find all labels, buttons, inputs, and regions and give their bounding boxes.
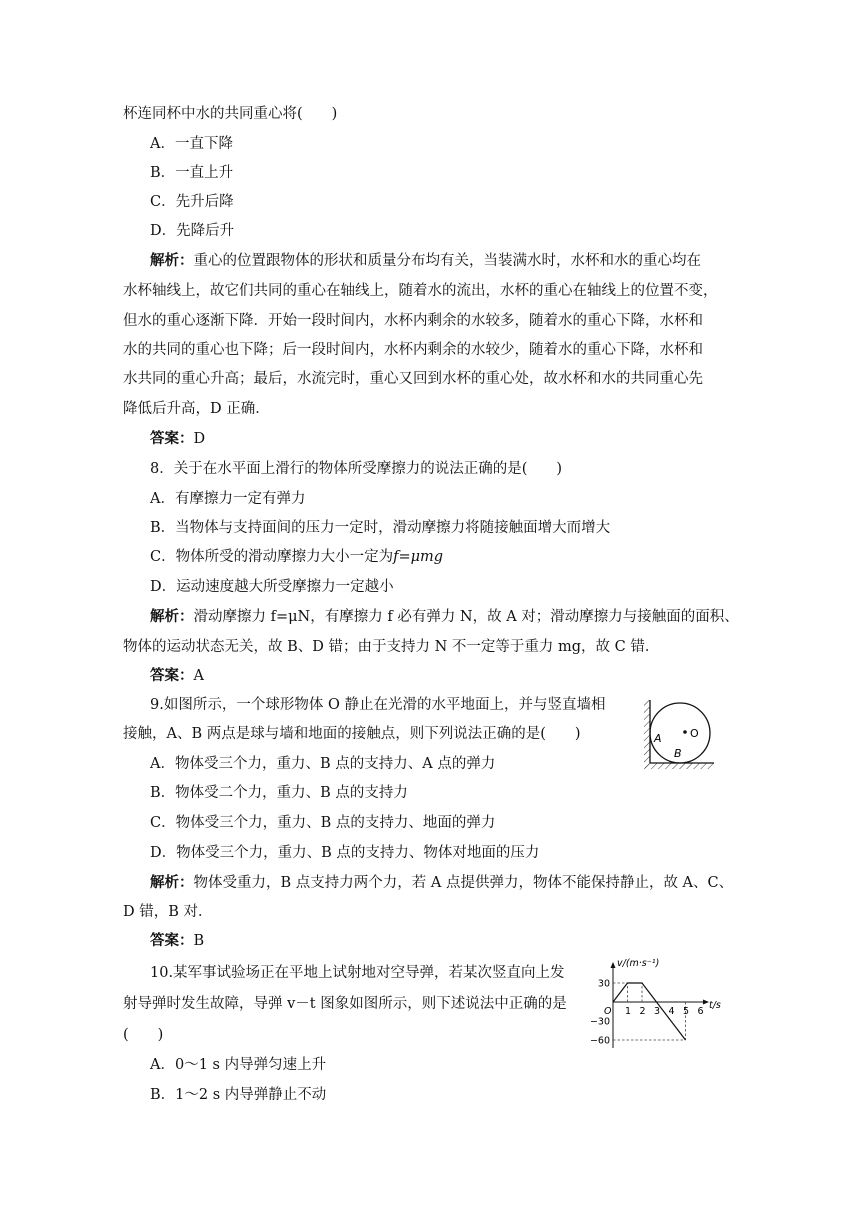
analysis-label: 解析： — [150, 874, 194, 891]
velocity-series — [613, 983, 686, 1040]
analysis-label: 解析： — [150, 252, 194, 269]
answer-value: B — [193, 933, 205, 949]
q8-option-d: D．运动速度越大所受摩擦力一定越小 — [150, 579, 394, 595]
answer-label: 答案： — [150, 932, 194, 949]
q7-option-a: A．一直下降 — [150, 136, 233, 152]
friction-formula: f=μmg — [393, 549, 444, 565]
q9-ball-figure — [640, 695, 720, 775]
y-axis-arrow — [611, 962, 616, 968]
q8-analysis-line — [150, 607, 739, 627]
q9-option-b: B．物体受二个力，重力、B 点的支持力 — [150, 785, 408, 801]
q7-analysis-line: 水杯轴线上，故它们共同的重心在轴线上，随着水的流出，水杯的重心在轴线上的位置不变， — [123, 283, 718, 299]
y-tick-label: 30 — [597, 978, 610, 990]
q8-option-a: A．有摩擦力一定有弹力 — [150, 491, 306, 507]
q7-analysis-line: 但水的重心逐渐下降．开始一段时间内，水杯内剩余的水较多，随着水的重心下降，水杯和 — [123, 313, 703, 329]
y-tick-label: −60 — [589, 1035, 610, 1047]
answer-value: D — [193, 431, 206, 447]
q8-option-c-text: C．物体所受的滑动摩擦力大小一定为 — [150, 549, 394, 565]
vt-chart — [585, 950, 735, 1054]
x-tick-label: 1 — [625, 1006, 632, 1017]
y-axis-label: v/(m·s⁻¹) — [617, 958, 660, 969]
answer-value: A — [193, 668, 204, 684]
q7-analysis-line: 水的共同的重心也下降；后一段时间内，水杯内剩余的水较少，随着水的重心下降，水杯和 — [123, 342, 703, 358]
q7-analysis-line: 水共同的重心升高；最后，水流完时，重心又回到水杯的重心处，故水杯和水的共同重心先 — [123, 371, 703, 387]
label-o: O — [690, 727, 699, 740]
ball-center-dot — [683, 730, 687, 734]
origin-label: O — [604, 1006, 612, 1017]
q9-answer — [150, 931, 204, 951]
x-tick-label: 4 — [668, 1006, 675, 1017]
q10-stem-line: 射导弹时发生故障，导弹 v－t 图象如图所示，则下述说法中正确的是 — [123, 996, 567, 1012]
q9-analysis-line: D 错，B 对． — [123, 904, 213, 920]
q7-analysis-line: 降低后升高，D 正确． — [123, 401, 270, 417]
label-a: A — [654, 732, 662, 745]
q9-option-a: A．物体受三个力，重力、B 点的支持力、A 点的弹力 — [150, 756, 496, 772]
q10-option-a: A．0～1 s 内导弹匀速上升 — [150, 1057, 327, 1073]
q7-answer — [150, 429, 205, 449]
q7-stem: 杯连同杯中水的共同重心将( ) — [123, 106, 338, 122]
q9-option-c: C．物体受三个力，重力、B 点的支持力、地面的弹力 — [150, 815, 496, 831]
q8-analysis-line: 物体的运动状态无关，故 B、D 错；由于支持力 N 不一定等于重力 mg，故 C 错． — [123, 639, 660, 655]
q10-stem-line: ( ) — [123, 1027, 164, 1043]
q8-stem: 8．关于在水平面上滑行的物体所受摩擦力的说法正确的是( ) — [150, 461, 563, 477]
x-tick-label: 3 — [654, 1006, 661, 1017]
answer-label: 答案： — [150, 430, 194, 447]
label-b: B — [674, 747, 682, 760]
q8-answer — [150, 666, 204, 686]
q9-stem-line: 9.如图所示，一个球形物体 O 静止在光滑的水平地面上，并与竖直墙相 — [150, 697, 606, 713]
q7-option-d: D．先降后升 — [150, 223, 235, 239]
y-tick-label: −30 — [589, 1016, 610, 1028]
q9-stem-line: 接触，A、B 两点是球与墙和地面的接触点，则下列说法正确的是( ) — [123, 726, 581, 742]
q9-analysis-line — [150, 873, 733, 893]
q7-option-c: C．先升后降 — [150, 194, 234, 210]
x-tick-label: 5 — [683, 1006, 690, 1017]
x-tick-label: 2 — [639, 1006, 646, 1017]
velocity-line — [613, 983, 686, 1040]
analysis-label: 解析： — [150, 608, 194, 625]
x-axis-label: t/s — [709, 1000, 721, 1011]
q9-analysis-text: 物体受重力，B 点支持力两个力，若 A 点提供弹力，物体不能保持静止，故 A、C、 — [193, 875, 734, 891]
q10-stem-line: 10.某军事试验场正在平地上试射地对空导弹，若某次竖直向上发 — [150, 965, 565, 981]
chart-axes — [611, 962, 710, 1048]
q8-analysis-text: 滑动摩擦力 f=μN，有摩擦力 f 必有弹力 N，故 A 对；滑动摩擦力与接触面的面积、 — [193, 609, 739, 625]
wall-hatch — [644, 700, 650, 768]
q7-option-b: B．一直上升 — [150, 165, 234, 181]
q10-option-b: B．1～2 s 内导弹静止不动 — [150, 1087, 327, 1103]
q8-option-b: B．当物体与支持面间的压力一定时，滑动摩擦力将随接触面增大而增大 — [150, 520, 611, 536]
q7-analysis-line — [150, 251, 701, 271]
floor-hatch — [644, 763, 714, 769]
answer-label: 答案： — [150, 667, 194, 684]
q7-analysis-text: 重心的位置跟物体的形状和质量分布均有关，当装满水时，水杯和水的重心均在 — [193, 253, 701, 269]
q8-option-c — [150, 547, 443, 567]
q9-option-d: D．物体受三个力，重力、B 点的支持力、物体对地面的压力 — [150, 845, 540, 861]
x-tick-label: 6 — [697, 1006, 704, 1017]
